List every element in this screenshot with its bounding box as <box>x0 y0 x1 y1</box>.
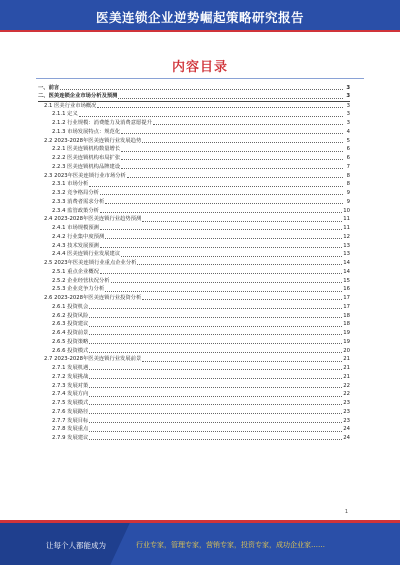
toc-entry-label: 2.5 2023年医美连锁行业重点企业分析 <box>44 260 137 266</box>
toc-leader-dots <box>89 422 342 423</box>
toc-leader-dots <box>105 291 342 292</box>
toc-entry-label: 2.5.2 企业经营状况分析 <box>52 277 110 284</box>
toc-entry[interactable] <box>38 312 350 321</box>
toc-entry-label: 2.4.4 医美连锁行业发展建议 <box>52 251 121 258</box>
toc-entry[interactable] <box>38 373 350 382</box>
toc-entry-label: 2.1.3 市场发展特点：规范化 <box>52 128 121 135</box>
toc-entry-page: 23 <box>343 400 350 406</box>
toc-entry-label: 2.7.9 发展建议 <box>52 435 89 441</box>
toc-entry[interactable] <box>38 102 350 111</box>
toc-entry-label: 2.4.2 行业集中度预测 <box>52 233 105 240</box>
toc-entry-label: 2.7.8 发展重点 <box>52 426 89 433</box>
toc-entry-label: 2.2.3 医美连锁机构品牌建设 <box>52 163 121 170</box>
toc-leader-dots <box>60 89 343 90</box>
toc-leader-dots <box>142 221 342 222</box>
toc-leader-dots <box>142 361 342 362</box>
toc-leader-dots <box>89 186 343 187</box>
toc-entry[interactable] <box>38 277 350 286</box>
toc-entry[interactable] <box>38 329 350 338</box>
toc-entry-label: 2.7.5 发展模式 <box>52 400 89 406</box>
toc-entry-page: 20 <box>343 347 350 354</box>
toc-entry[interactable] <box>38 180 350 189</box>
toc-leader-dots <box>89 431 342 432</box>
toc-entry[interactable] <box>38 163 350 172</box>
toc-leader-dots <box>100 229 342 230</box>
report-header <box>0 0 400 32</box>
toc-entry-label: 2.3.3 消费者需求分析 <box>52 198 105 205</box>
toc-entry-label: 2.4 2023-2028年医美连锁行业趋势预测 <box>44 216 142 223</box>
toc-entry-page: 22 <box>343 391 350 398</box>
toc-entry-label: 2.6.6 投资模式 <box>52 347 89 354</box>
toc-entry[interactable] <box>38 215 350 224</box>
toc-entry-label: 2.6.1 投资机会 <box>52 303 89 310</box>
toc-entry-page: 4 <box>346 128 350 135</box>
toc-leader-dots <box>105 203 343 204</box>
toc-entry[interactable] <box>38 189 350 198</box>
toc-entry-label: 2.4.1 市场规模预测 <box>52 225 99 231</box>
toc-leader-dots <box>89 404 342 405</box>
toc-leader-dots <box>89 413 342 414</box>
toc-entry-label: 2.3.4 监管政策分析 <box>52 207 99 214</box>
toc-entry[interactable] <box>38 259 350 268</box>
toc-entry-page: 9 <box>346 190 350 196</box>
toc-entry-page: 5 <box>346 137 350 144</box>
toc-entry[interactable] <box>38 93 350 102</box>
toc-entry-label: 2.7.4 发展方向 <box>52 391 89 398</box>
toc-entry-label: 2.1.2 行业规模：消费能力及消费意愿提升 <box>52 120 152 126</box>
toc-entry[interactable] <box>38 382 350 391</box>
toc-entry-page: 18 <box>343 321 350 328</box>
toc-entry-page: 13 <box>343 242 350 249</box>
toc-entry-label: 2.6.5 投资策略 <box>52 338 89 345</box>
toc-leader-dots <box>121 151 343 152</box>
toc-entry-page: 24 <box>343 435 350 441</box>
toc-entry[interactable] <box>38 207 350 216</box>
toc-entry-label: 2.7.6 发展路径 <box>52 408 89 415</box>
toc-entry-label: 2.5.3 企业竞争力分析 <box>52 286 105 293</box>
toc-entry[interactable] <box>38 233 350 242</box>
toc-entry[interactable] <box>38 355 350 364</box>
toc-leader-dots <box>89 439 342 440</box>
table-of-contents <box>38 84 350 443</box>
toc-entry-label: 2.2 2023-2028年医美连锁行业发展趋势 <box>44 137 142 144</box>
toc-entry-page: 14 <box>343 268 350 275</box>
toc-entry-page: 3 <box>346 93 350 100</box>
toc-leader-dots <box>89 343 342 344</box>
toc-leader-dots <box>89 352 342 353</box>
toc-entry-page: 22 <box>343 382 350 389</box>
toc-leader-dots <box>105 238 342 239</box>
toc-leader-dots <box>89 317 342 318</box>
title-divider <box>36 78 364 79</box>
toc-entry[interactable] <box>38 172 350 181</box>
toc-entry-page: 23 <box>343 417 350 424</box>
toc-entry-page: 19 <box>343 338 350 345</box>
toc-entry[interactable] <box>38 347 350 356</box>
toc-leader-dots <box>153 124 343 125</box>
toc-leader-dots <box>89 387 342 388</box>
toc-entry[interactable] <box>38 417 350 426</box>
toc-entry-page: 8 <box>346 172 350 179</box>
toc-entry-page: 3 <box>346 102 350 109</box>
toc-entry-page: 16 <box>343 286 350 293</box>
toc-entry[interactable] <box>38 145 350 154</box>
toc-entry[interactable] <box>38 320 350 329</box>
toc-leader-dots <box>89 334 342 335</box>
toc-entry[interactable] <box>38 425 350 434</box>
toc-leader-dots <box>121 168 343 169</box>
toc-leader-dots <box>89 308 342 309</box>
toc-leader-dots <box>142 299 342 300</box>
page-number: 1 <box>344 509 348 515</box>
toc-leader-dots <box>100 212 342 213</box>
toc-entry-page: 17 <box>343 303 350 310</box>
toc-leader-dots <box>100 273 342 274</box>
toc-leader-dots <box>121 159 343 160</box>
toc-leader-dots <box>111 282 343 283</box>
toc-entry-label: 一、前言 <box>38 85 60 91</box>
toc-entry[interactable] <box>38 137 350 146</box>
toc-entry-page: 17 <box>343 295 350 301</box>
toc-entry-label: 2.2.2 医美连锁机构布局扩张 <box>52 155 121 161</box>
toc-leader-dots <box>89 326 342 327</box>
footer-slogan: 让每个人都能成为 <box>46 541 106 550</box>
toc-entry[interactable] <box>38 242 350 251</box>
toc-entry[interactable] <box>38 399 350 408</box>
toc-leader-dots <box>97 107 343 108</box>
toc-entry-page: 21 <box>343 365 350 371</box>
toc-entry-label: 2.7.1 发展机遇 <box>52 365 89 371</box>
toc-entry-label: 二、医美连锁企业市场分析及预测 <box>38 93 118 100</box>
toc-entry-page: 11 <box>343 216 350 223</box>
toc-entry-label: 2.3.2 竞争格局分析 <box>52 190 99 196</box>
toc-leader-dots <box>89 396 342 397</box>
toc-entry-label: 2.7 2023-2028年医美连锁行业发展前景 <box>44 356 142 363</box>
toc-entry-page: 24 <box>343 426 350 433</box>
toc-entry-label: 2.6 2023-2028年医美连锁行业投资分析 <box>44 295 142 301</box>
toc-entry[interactable] <box>38 110 350 119</box>
toc-title: 内容目录 <box>171 60 228 75</box>
toc-leader-dots <box>142 142 343 143</box>
toc-entry-page: 3 <box>346 85 350 91</box>
toc-leader-dots <box>121 133 343 134</box>
toc-entry-page: 7 <box>346 163 350 170</box>
toc-entry[interactable] <box>38 250 350 259</box>
toc-entry-page: 14 <box>343 260 350 266</box>
toc-entry-page: 9 <box>346 198 350 205</box>
toc-entry-label: 2.7.3 发展对策 <box>52 382 89 389</box>
toc-leader-dots <box>89 378 342 379</box>
toc-entry-page: 3 <box>346 120 350 126</box>
toc-entry[interactable] <box>38 303 350 312</box>
toc-leader-dots <box>118 98 343 99</box>
toc-entry-page: 8 <box>346 181 350 188</box>
toc-entry-label: 2.6.2 投资风险 <box>52 312 89 319</box>
toc-entry[interactable] <box>38 285 350 294</box>
toc-entry[interactable] <box>38 224 350 233</box>
footer-tagline: 行业专家，管理专家，营销专家，投资专家，成功企业家…… <box>136 541 325 549</box>
toc-entry-label: 2.7.2 发展挑战 <box>52 373 89 380</box>
toc-entry-label: 2.7.7 发展目标 <box>52 417 89 424</box>
toc-entry[interactable] <box>38 294 350 303</box>
toc-entry-page: 18 <box>343 312 350 319</box>
toc-entry-label: 2.5.1 重点企业概况 <box>52 268 99 275</box>
toc-leader-dots <box>100 247 342 248</box>
report-title: 医美连锁企业逆势崛起策略研究报告 <box>95 10 304 25</box>
toc-entry-page: 21 <box>343 356 350 363</box>
toc-leader-dots <box>137 264 342 265</box>
toc-entry[interactable] <box>38 364 350 373</box>
toc-entry-label: 2.3 2023年医美连锁行业市场分析 <box>44 172 126 179</box>
toc-entry-page: 23 <box>343 408 350 415</box>
toc-entry[interactable] <box>38 338 350 347</box>
toc-entry[interactable] <box>38 119 350 128</box>
toc-entry[interactable] <box>38 128 350 137</box>
toc-leader-dots <box>121 256 342 257</box>
toc-entry-page: 13 <box>343 251 350 258</box>
toc-entry[interactable] <box>38 434 350 443</box>
toc-entry-page: 15 <box>343 277 350 284</box>
toc-entry-label: 2.3.1 市场分析 <box>52 181 89 188</box>
toc-leader-dots <box>89 369 342 370</box>
toc-entry-label: 2.2.1 医美连锁机构数量增长 <box>52 146 121 153</box>
toc-entry-page: 21 <box>343 373 350 380</box>
toc-entry-label: 2.6.3 投资建议 <box>52 321 89 328</box>
toc-entry-page: 19 <box>343 330 350 336</box>
footer-banner <box>0 520 400 565</box>
toc-entry-page: 3 <box>346 111 350 118</box>
toc-leader-dots <box>100 194 343 195</box>
toc-entry-page: 11 <box>343 225 350 231</box>
toc-entry-page: 6 <box>346 146 350 153</box>
toc-entry-page: 12 <box>343 233 350 240</box>
toc-entry[interactable] <box>38 268 350 277</box>
toc-leader-dots <box>127 177 343 178</box>
toc-entry[interactable] <box>38 390 350 399</box>
toc-entry-label: 2.1.1 定义 <box>52 111 78 118</box>
toc-entry-label: 2.1 医美行业市场概况 <box>44 102 97 109</box>
toc-entry-label: 2.6.4 投资前景 <box>52 330 89 336</box>
toc-entry[interactable] <box>38 198 350 207</box>
toc-entry[interactable] <box>38 154 350 163</box>
toc-entry-page: 6 <box>346 155 350 161</box>
toc-entry[interactable] <box>38 408 350 417</box>
toc-entry-page: 10 <box>343 207 350 214</box>
toc-entry-label: 2.4.3 技术发展预测 <box>52 242 99 249</box>
toc-leader-dots <box>79 116 343 117</box>
